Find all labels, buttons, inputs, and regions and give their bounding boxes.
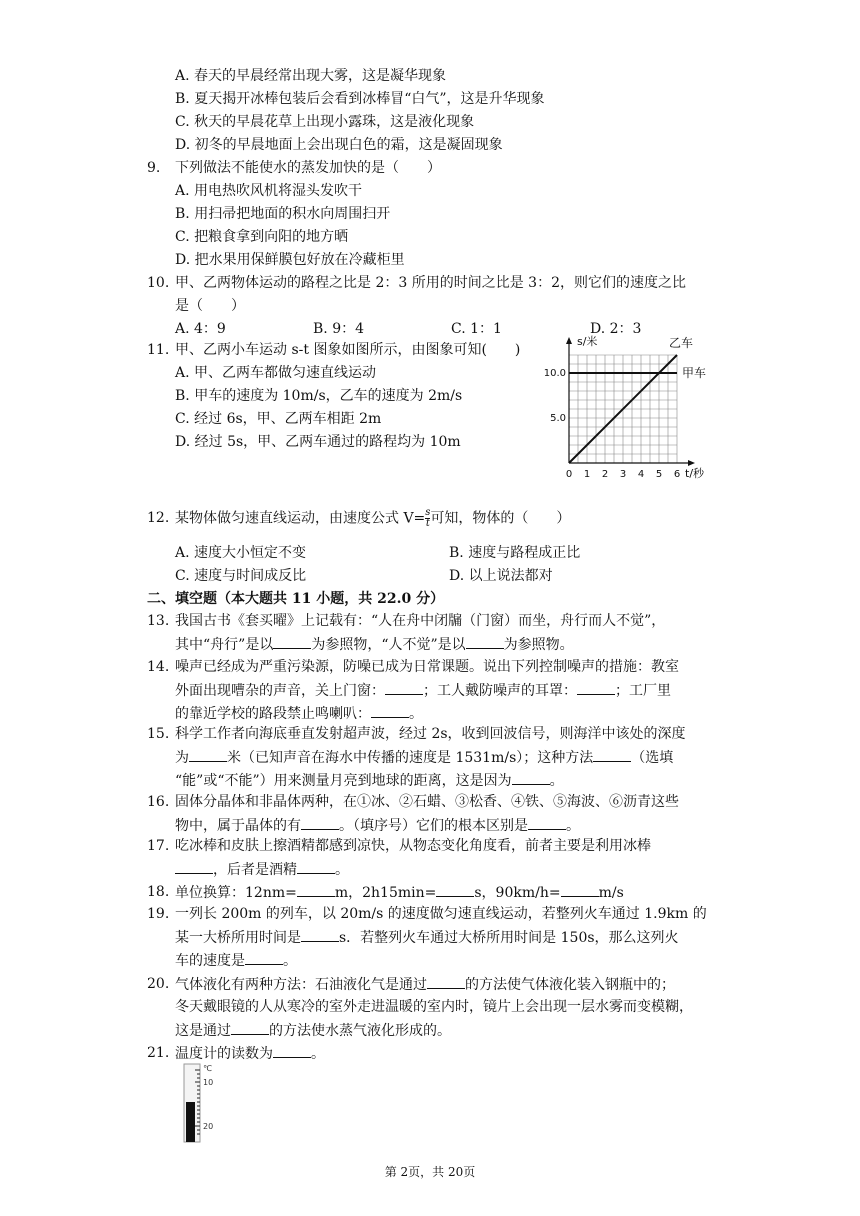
q14-text: 外面出现嘈杂的声音，关上门窗： [175, 683, 385, 699]
thermometer-tick-label: 20 [203, 1122, 214, 1131]
q15-number: 15. [147, 726, 170, 742]
answer-blank[interactable] [371, 703, 409, 718]
answer-blank[interactable] [512, 770, 550, 785]
q13-line1: 我国古书《套买曜》上记载有：“人在舟中闭牖（门窗）而坐，舟行而人不觉”， [175, 613, 666, 629]
answer-blank[interactable] [301, 927, 339, 942]
series-label: 甲车 [682, 366, 707, 380]
q17-line2 [175, 859, 349, 880]
q12-stem [175, 508, 570, 529]
q20-line1 [175, 974, 675, 995]
x-tick-label: 3 [619, 469, 627, 480]
q14-number: 14. [147, 659, 170, 675]
answer-blank[interactable] [175, 859, 213, 874]
answer-blank[interactable] [273, 634, 311, 649]
q20-text: 的方法使水蒸气液化形成的。 [269, 1023, 451, 1039]
thermometer-unit: ℃ [203, 1064, 212, 1073]
q14-line2 [175, 680, 671, 701]
q11-stem: 甲、乙两小车运动 s-t 图象如图所示，由图象可知( ) [175, 342, 521, 358]
q11-option-a: A. 甲、乙两车都做匀速直线运动 [175, 365, 377, 381]
x-tick-label: 2 [601, 469, 609, 480]
q17-text: 。 [335, 862, 349, 878]
q14-text: ；工厂里 [615, 683, 671, 699]
q12-stem-post: 可知，物体的（ ） [430, 510, 571, 527]
q18-text: 单位换算：12nm= [175, 885, 297, 901]
q8-option-d: D. 初冬的早晨地面上会出现白色的霜，这是凝固现象 [175, 137, 503, 153]
q18-number: 18. [147, 884, 170, 900]
q15-text: 。 [549, 773, 564, 789]
q19-text: s．若整列火车通过大桥所用时间是 150s，那么这列火 [339, 930, 679, 946]
q14-text: 。 [409, 706, 423, 722]
q10-number: 10. [147, 275, 170, 291]
q19-text: 。 [283, 953, 297, 969]
q14-text: 的靠近学校的路段禁止鸣喇叭： [175, 706, 371, 722]
q18-text: m/s [598, 885, 624, 901]
answer-blank[interactable] [273, 1043, 311, 1058]
q9-option-c: C. 把粮食拿到向阳的地方晒 [175, 229, 349, 245]
q12-option-d: D. 以上说法都对 [449, 568, 553, 584]
fraction-numerator: s [425, 507, 431, 518]
answer-blank[interactable] [301, 815, 339, 830]
q16-line2 [175, 815, 580, 836]
q8-option-b: B. 夏天揭开冰棒包装后会看到冰棒冒“白气”，这是升华现象 [175, 91, 545, 107]
q16-line1: 固体分晶体和非晶体两种，在①冰、②石蜡、③松香、④铁、⑤海波、⑥沥青这些 [175, 794, 679, 810]
q21-line [175, 1043, 325, 1064]
q12-option-c: C. 速度与时间成反比 [175, 568, 307, 584]
q18-text: m，2h15min= [334, 885, 437, 901]
x-axis-label: t/秒 [685, 467, 705, 480]
q13-number: 13. [147, 613, 170, 629]
q18-text: s，90km/h= [474, 885, 561, 901]
q10-option-a: A. 4：9 [175, 321, 226, 337]
q20-text: 的方法使气体液化装入钢瓶中的； [465, 977, 675, 993]
answer-blank[interactable] [577, 680, 615, 695]
q19-line2 [175, 927, 679, 948]
q19-number: 19. [147, 906, 170, 922]
answer-blank[interactable] [231, 1020, 269, 1035]
q16-text: 物中，属于晶体的有 [175, 818, 301, 834]
q15-line3 [175, 770, 564, 791]
q11-option-b: B. 甲车的速度为 10m/s，乙车的速度为 2m/s [175, 388, 463, 404]
q20-number: 20. [147, 976, 170, 992]
q15-text: “能”或“不能”）用来测量月亮到地球的距离，这是因为 [175, 773, 512, 789]
y-tick-label: 10.0 [543, 368, 566, 379]
q14-text: ；工人戴防噪声的耳罩： [423, 683, 577, 699]
q17-line1: 吃冰棒和皮肤上擦酒精都感到凉快，从物态变化角度看，前者主要是利用冰棒 [175, 838, 651, 854]
q9-option-a: A. 用电热吹风机将湿头发吹干 [175, 183, 363, 199]
q11-number: 11. [147, 342, 170, 358]
answer-blank[interactable] [436, 882, 474, 897]
x-tick-label: 1 [583, 469, 591, 480]
q21-number: 21. [147, 1045, 170, 1061]
answer-blank[interactable] [466, 634, 504, 649]
q16-text: 。（填序号）它们的根本区别是 [339, 818, 528, 834]
q10-option-b: B. 9：4 [313, 321, 365, 337]
answer-blank[interactable] [297, 882, 335, 897]
thermometer-image [176, 1062, 226, 1144]
q19-line3 [175, 950, 297, 971]
y-tick-label: 5.0 [550, 413, 566, 424]
q14-line1: 噪声已经成为严重污染源，防噪已成为日常课题。说出下列控制噪声的措施：教室 [175, 659, 679, 675]
q10-option-c: C. 1：1 [451, 321, 502, 337]
q9-option-b: B. 用扫帚把地面的积水向周围扫开 [175, 206, 391, 222]
x-tick-label: 4 [637, 469, 645, 480]
q19-line1: 一列长 200m 的列车，以 20m/s 的速度做匀速直线运动，若整列火车通过 1.9km 的 [175, 906, 707, 922]
q14-line3 [175, 703, 423, 724]
q15-line2 [175, 747, 673, 768]
q13-text: 为参照物，“人不觉”是以 [311, 637, 466, 653]
series-label: 乙车 [669, 336, 694, 350]
q21-text: 。 [311, 1046, 325, 1062]
q8-option-a: A. 春天的早晨经常出现大雾，这是凝华现象 [175, 68, 447, 84]
q15-text: （选填 [631, 750, 674, 766]
page-footer: 第 2页，共 20页 [384, 1165, 476, 1179]
q13-text: 其中“舟行”是以 [175, 637, 274, 653]
q20-line2: 冬天戴眼镜的人从寒冷的室外走进温暖的室内时，镜片上会出现一层水雾而变模糊， [175, 999, 693, 1015]
q11-option-d: D. 经过 5s，甲、乙两车通过的路程均为 10m [175, 434, 461, 450]
x-tick-label: 5 [655, 469, 663, 480]
thermometer-tick-label: 10 [203, 1078, 214, 1087]
y-axis-label: s/米 [577, 335, 598, 348]
q8-option-c: C. 秋天的早晨花草上出现小露珠，这是液化现象 [175, 114, 475, 130]
answer-blank[interactable] [427, 974, 465, 989]
fraction-denominator: t [425, 518, 430, 529]
answer-blank[interactable] [245, 950, 283, 965]
answer-blank[interactable] [561, 882, 599, 897]
q9-stem: 下列做法不能使水的蒸发加快的是（ ） [175, 160, 441, 176]
q21-text: 温度计的读数为 [175, 1046, 273, 1062]
x-axis-arrow [688, 460, 695, 466]
q12-number: 12. [147, 510, 170, 526]
q19-text: 车的速度是 [175, 953, 245, 969]
q19-text: 某一大桥所用时间是 [175, 930, 301, 946]
y-axis-arrow [566, 337, 572, 344]
q18-line [175, 882, 624, 903]
q16-number: 16. [147, 794, 170, 810]
q13-text: 为参照物。 [503, 637, 574, 653]
q15-text: 为 [175, 750, 189, 766]
answer-blank[interactable] [593, 747, 631, 762]
answer-blank[interactable] [385, 680, 423, 695]
q11-option-c: C. 经过 6s，甲、乙两车相距 2m [175, 411, 382, 427]
q16-text: 。 [566, 818, 580, 834]
q12-option-a: A. 速度大小恒定不变 [175, 545, 307, 561]
x-tick-label: 0 [565, 469, 573, 480]
q20-line3 [175, 1020, 451, 1041]
q20-text: 这是通过 [175, 1023, 231, 1039]
answer-blank[interactable] [528, 815, 566, 830]
q9-option-d: D. 把水果用保鲜膜包好放在冷藏柜里 [175, 252, 405, 268]
thermometer-mercury [186, 1102, 195, 1142]
q12-stem-pre: 某物体做匀速直线运动，由速度公式 V= [175, 510, 426, 527]
section-heading: 二、填空题（本大题共 11 小题，共 22.0 分） [147, 591, 445, 607]
q9-number: 9. [147, 160, 161, 176]
x-tick-label: 6 [673, 469, 681, 480]
q17-text: ，后者是酒精 [213, 862, 297, 878]
q15-text: 米（已知声音在海水中传播的速度是 1531m/s）；这种方法 [227, 750, 594, 766]
q10-stem-line2: 是（ ） [175, 298, 245, 314]
q10-stem-line1: 甲、乙两物体运动的路程之比是 2：3 所用的时间之比是 3：2，则它们的速度之比 [175, 275, 686, 291]
q17-number: 17. [147, 838, 170, 854]
q20-text: 气体液化有两种方法：石油液化气是通过 [175, 977, 427, 993]
q12-option-b: B. 速度与路程成正比 [449, 545, 581, 561]
q10-option-d: D. 2：3 [590, 321, 642, 337]
q13-line2 [175, 634, 574, 655]
answer-blank[interactable] [189, 747, 227, 762]
st-graph [540, 335, 730, 485]
answer-blank[interactable] [297, 859, 335, 874]
q15-line1: 科学工作者向海底垂直发射超声波，经过 2s，收到回波信号，则海洋中该处的深度 [175, 726, 686, 742]
